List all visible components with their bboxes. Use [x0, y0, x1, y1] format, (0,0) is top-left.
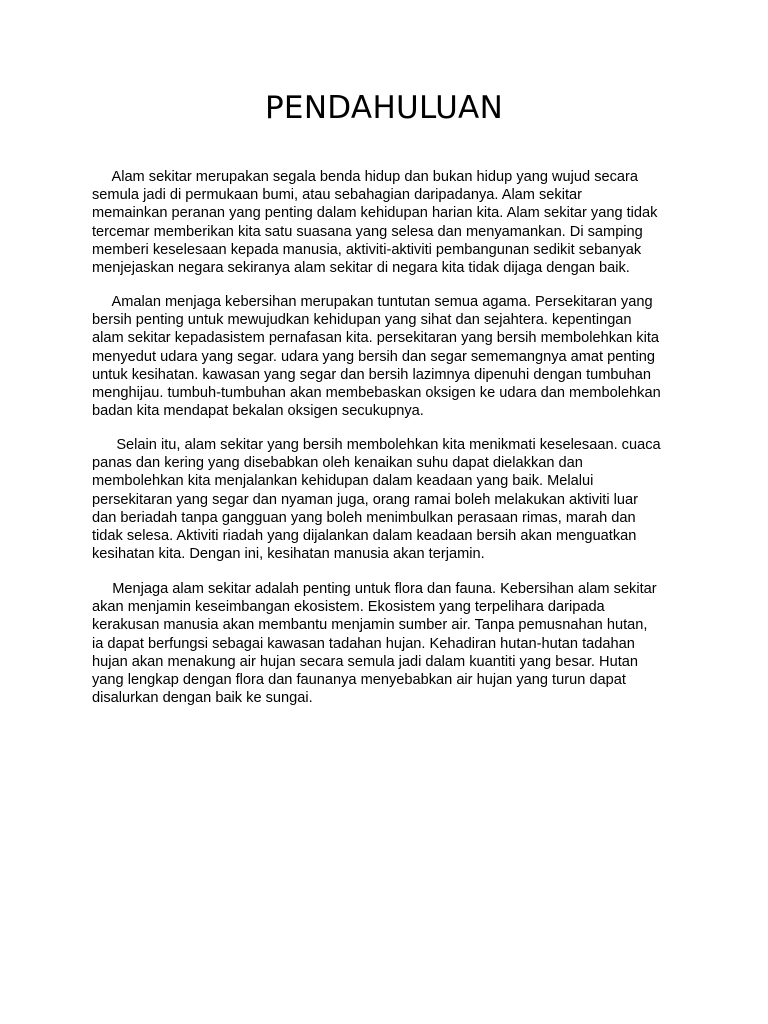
paragraph-3: [92, 436, 692, 563]
paragraph-line: semula jadi di permukaan bumi, atau sebahagian daripadanya. Alam sekitar: [92, 187, 582, 204]
paragraph-2: [92, 293, 692, 420]
paragraph-line: menyedut udara yang segar. udara yang bersih dan segar sememangnya amat penting: [92, 348, 656, 365]
paragraph-line: Amalan menjaga kebersihan merupakan tuntutan semua agama. Persekitaran yang: [92, 294, 653, 310]
paragraph-line: tercemar memberikan kita satu suasana yang selesa dan menyamankan. Di samping: [92, 223, 643, 240]
paragraph-line: akan menjamin keseimbangan ekosistem. Ekosistem yang terpelihara daripada: [92, 599, 605, 616]
paragraph-line: menghijau. tumbuh-tumbuhan akan membebaskan oksigen ke udara dan membolehkan: [92, 385, 661, 402]
paragraph-line: membolehkan kita menjalankan kehidupan dalam keadaan yang baik. Melalui: [92, 473, 594, 490]
page-title: PENDAHULUAN: [264, 90, 504, 126]
paragraph-line: alam sekitar kepadasistem pernafasan kita. persekitaran yang bersih membolehkan kita: [92, 330, 660, 347]
paragraph-line: panas dan kering yang disebabkan oleh kenaikan suhu dapat dielakkan dan: [92, 455, 583, 472]
paragraph-line: kerakusan manusia akan membantu menjamin sumber air. Tanpa pemusnahan hutan,: [92, 617, 648, 634]
paragraph-line: yang lengkap dengan flora dan faunanya menyebabkan air hujan yang turun dapat: [92, 672, 626, 689]
paragraph-line: kesihatan kita. Dengan ini, kesihatan manusia akan terjamin.: [92, 546, 485, 563]
paragraph-line: untuk kesihatan. kawasan yang segar dan bersih lazimnya dipenuhi dengan tumbuhan: [92, 366, 651, 383]
paragraph-line: bersih penting untuk mewujudkan kehidupan yang sihat dan sejahtera. kepentingan: [92, 312, 632, 329]
paragraph-line: dan beriadah tanpa gangguan yang boleh menimbulkan perasaan rimas, marah dan: [92, 509, 636, 526]
paragraph-line: persekitaran yang segar dan nyaman juga, orang ramai boleh melakukan aktiviti luar: [92, 491, 638, 508]
paragraph-4: [92, 580, 692, 707]
paragraph-line: menjejaskan negara sekiranya alam sekitar di negara kita tidak dijaga dengan baik.: [92, 260, 630, 277]
paragraph-line: ia dapat berfungsi sebagai kawasan tadahan hujan. Kehadiran hutan-hutan tadahan: [92, 635, 635, 652]
paragraph-line: disalurkan dengan baik ke sungai.: [92, 690, 313, 707]
paragraph-line: memainkan peranan yang penting dalam kehidupan harian kita. Alam sekitar yang tidak: [92, 205, 658, 222]
paragraph-line: memberi keselesaan kepada manusia, aktiviti-aktiviti pembangunan sedikit sebanyak: [92, 241, 642, 258]
paragraph-line: tidak selesa. Aktiviti riadah yang dijalankan dalam keadaan bersih akan menguatkan: [92, 528, 637, 545]
paragraph-line: badan kita mendapat bekalan oksigen secukupnya.: [92, 403, 424, 420]
paragraph-1: [92, 168, 692, 277]
paragraph-line: Selain itu, alam sekitar yang bersih membolehkan kita menikmati keselesaan. cuaca: [92, 437, 661, 453]
paragraph-line: hujan akan menakung air hujan secara semula jadi dalam kuantiti yang besar. Hutan: [92, 653, 638, 670]
paragraph-line: Alam sekitar merupakan segala benda hidup dan bukan hidup yang wujud secara: [92, 169, 639, 185]
paragraph-line: Menjaga alam sekitar adalah penting untuk flora dan fauna. Kebersihan alam sekitar: [92, 581, 657, 597]
